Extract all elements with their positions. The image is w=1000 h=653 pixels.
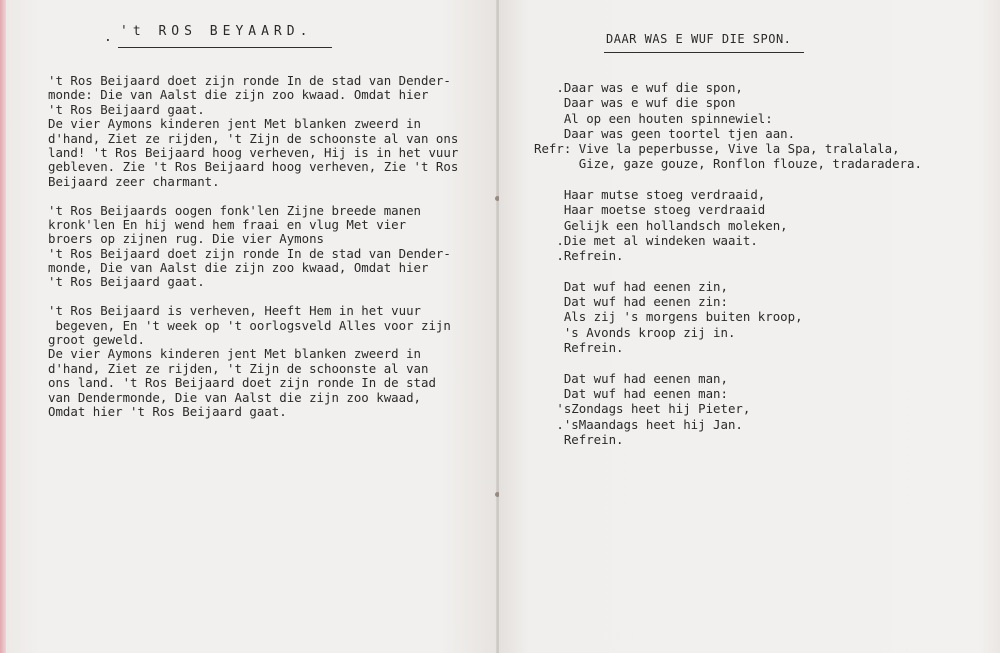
text-line: 't Ros Beijaard gaat. bbox=[48, 274, 205, 290]
text-line: Beijaard zeer charmant. bbox=[48, 173, 220, 189]
right-page-title: DAAR WAS E WUF DIE SPON. bbox=[606, 32, 792, 46]
text-line: De vier Aymons kinderen jent Met blanken zweerd in bbox=[48, 116, 421, 132]
text-line: kronk'len En hij wend hem fraai en vlug Met vier bbox=[48, 216, 407, 232]
text-line: d'hand, Ziet ze rijden, 't Zijn de schoonste al van bbox=[48, 360, 429, 376]
text-line: Dat wuf had eenen man: bbox=[534, 385, 728, 401]
text-line: 't Ros Beijaard gaat. bbox=[48, 101, 205, 117]
text-line: land! 't Ros Beijaard hoog verheven, Hij is in het vuur bbox=[48, 144, 459, 160]
right-page bbox=[499, 0, 1000, 653]
text-line: 'sZondags heet hij Pieter, bbox=[534, 401, 751, 417]
text-line: De vier Aymons kinderen jent Met blanken zweerd in bbox=[48, 346, 421, 362]
text-line: Haar mutse stoeg verdraaid, bbox=[534, 187, 766, 203]
text-line: broers op zijnen rug. Die vier Aymons bbox=[48, 231, 325, 247]
text-line: Gelijk een hollandsch moleken, bbox=[534, 217, 788, 233]
text-line: Als zij 's morgens buiten kroop, bbox=[534, 309, 803, 325]
stanza-gap bbox=[48, 290, 458, 304]
text-line: monde: Die van Aalst die zijn zoo kwaad. Omdat hier bbox=[48, 87, 429, 103]
left-page-text bbox=[48, 74, 458, 419]
text-line: 't Ros Beijaards oogen fonk'len Zijne breede manen bbox=[48, 202, 421, 218]
text-line: Refrein. bbox=[534, 431, 624, 447]
text-line: Dat wuf had eenen zin, bbox=[534, 278, 728, 294]
text-line: Omdat hier 't Ros Beijaard gaat. bbox=[48, 403, 287, 419]
text-line: gebleven. Zie 't Ros Beijaard hoog verheven, Zie 't Ros bbox=[48, 159, 459, 175]
text-line: .Daar was e wuf die spon, bbox=[534, 80, 743, 95]
left-page-title: 't ROS BEYAARD. bbox=[120, 24, 313, 39]
text-line: Al op een houten spinnewiel: bbox=[534, 110, 773, 126]
text-line: .Refrein. bbox=[534, 248, 624, 264]
text-line: .Die met al windeken waait. bbox=[534, 232, 758, 248]
text-line: 't Ros Beijaard is verheven, Heeft Hem in het vuur bbox=[48, 303, 421, 319]
text-line: ons land. 't Ros Beijaard doet zijn ronde In de stad bbox=[48, 375, 436, 391]
left-title-underline bbox=[118, 47, 332, 48]
text-line: 't Ros Beijaard doet zijn ronde In de stad van Dender- bbox=[48, 73, 451, 88]
text-line: begeven, En 't week op 't oorlogsveld Alles voor zijn bbox=[48, 317, 451, 333]
stanza-gap bbox=[534, 355, 922, 370]
right-page-text bbox=[534, 80, 922, 447]
text-line: Haar moetse stoeg verdraaid bbox=[534, 202, 766, 218]
right-title-underline bbox=[604, 52, 804, 53]
text-line: Dat wuf had eenen man, bbox=[534, 370, 728, 386]
text-line: Dat wuf had eenen zin: bbox=[534, 294, 728, 310]
stanza-gap bbox=[534, 172, 922, 187]
text-line: monde, Die van Aalst die zijn zoo kwaad, Omdat hier bbox=[48, 260, 429, 276]
stanza-gap bbox=[48, 189, 458, 203]
text-line: Daar was e wuf die spon bbox=[534, 95, 736, 111]
text-line: Gize, gaze gouze, Ronflon flouze, tradaradera. bbox=[534, 156, 922, 172]
text-line: d'hand, Ziet ze rijden, 't Zijn de schoonste al van ons bbox=[48, 130, 459, 146]
left-page bbox=[0, 0, 497, 653]
text-line: Refrein. bbox=[534, 340, 624, 356]
text-line: .'sMaandags heet hij Jan. bbox=[534, 416, 743, 432]
text-line: 't Ros Beijaard doet zijn ronde In de stad van Dender- bbox=[48, 245, 451, 261]
text-line: Daar was geen toortel tjen aan. bbox=[534, 125, 796, 141]
text-line: 's Avonds kroop zij in. bbox=[534, 324, 736, 340]
stanza-gap bbox=[534, 264, 922, 279]
text-line: groot geweld. bbox=[48, 332, 145, 348]
text-line: van Dendermonde, Die van Aalst die zijn zoo kwaad, bbox=[48, 389, 421, 405]
text-line: Refr: Vive la peperbusse, Vive la Spa, tralalala, bbox=[534, 141, 900, 157]
ink-dot: . bbox=[104, 30, 112, 45]
pink-cover-edge bbox=[0, 0, 6, 653]
